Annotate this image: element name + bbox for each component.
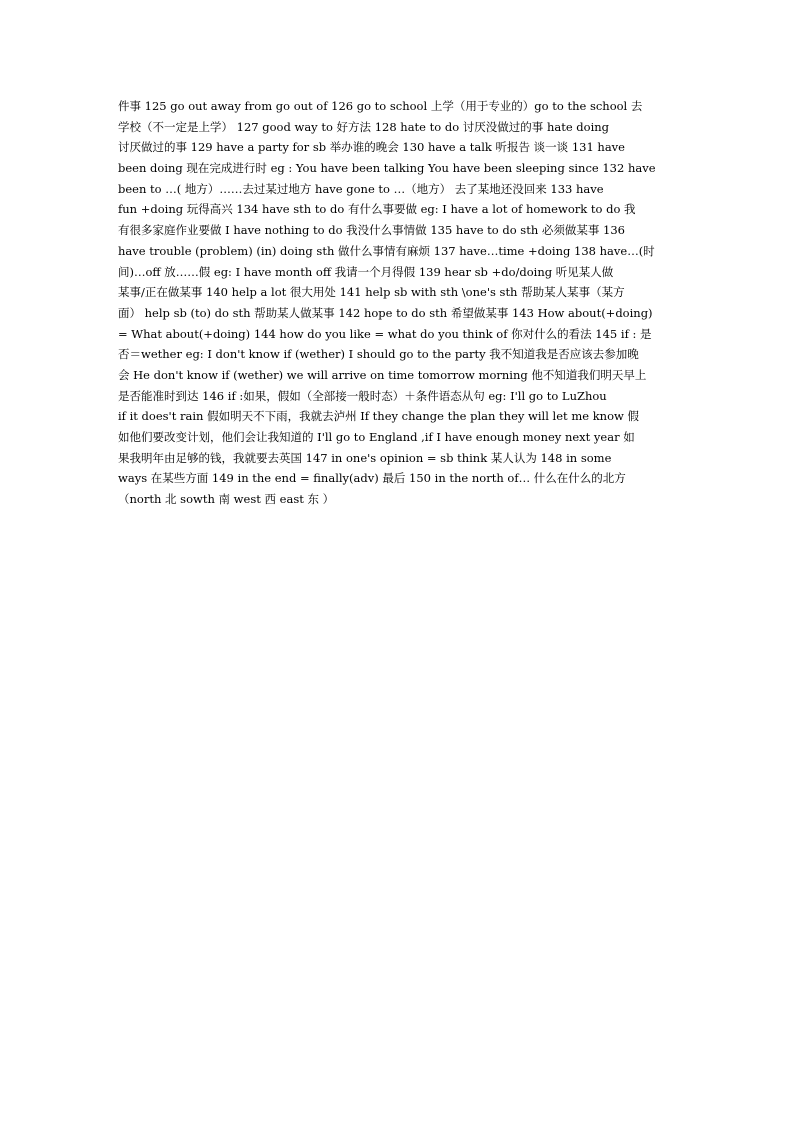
text-line-13: 否＝wether eg: I don't know if (wether) I should go to the party 我不知道我是否应该去参加晚 [118, 347, 639, 362]
text-line-8: have trouble (problem) (in) doing sth 做什么事情有麻烦 137 have…time +doing 138 have…(时 [118, 243, 655, 258]
text-line-17: 如他们要改变计划，他们会让我知道的 I'll go to England ,if I have enough money next year 如 [118, 430, 635, 444]
text-line-12: = What about(+doing) 144 how do you like = what do you think of 你对什么的看法 145 if : 是 [118, 326, 652, 341]
text-line-11: 面） help sb (to) do sth 帮助某人做某事 142 hope to do sth 希望做某事 143 How about(+doing) [118, 305, 653, 320]
text-line-4: been doing 现在完成进行时 eg : You have been talking You have been sleeping since 132 have [118, 161, 656, 176]
text-line-6: fun +doing 玩得高兴 134 have sth to do 有什么事要做 eg: I have a lot of homework to do 我 [118, 202, 636, 217]
text-line-20: （north 北 sowth 南 west 西 east 东 ） [118, 492, 335, 507]
text-line-19: ways 在某些方面 149 in the end = finally(adv) 最后 150 in the north of… 什么在什么的北方 [118, 471, 626, 486]
text-line-18: 果我明年由足够的钱，我就要去英国 147 in one's opinion = sb think 某人认为 148 in some [118, 450, 612, 465]
text-line-14: 会 He don't know if (wether) we will arrive on time tomorrow morning 他不知道我们明天早上 [118, 367, 647, 382]
text-line-16: if it does't rain 假如明天不下雨，我就去泸州 If they change the plan they will let me know 假 [118, 409, 639, 424]
text-line-7: 有很多家庭作业要做 I have nothing to do 我没什么事情做 135 have to do sth 必须做某事 136 [118, 223, 625, 238]
body-text [118, 96, 686, 510]
text-line-15: 是否能准时到达 146 if :如果，假如（全部接一般时态）＋条件语态从句 eg: I'll go to LuZhou [118, 388, 607, 403]
text-line-1: 件事 125 go out away from go out of 126 go to school 上学（用于专业的）go to the school 去 [118, 99, 643, 113]
text-line-3: 讨厌做过的事 129 have a party for sb 举办谁的晚会 130 have a talk 听报告 谈一谈 131 have [118, 140, 625, 155]
text-line-5: been to …( 地方）……去过某过地方 have gone to …（地方） 去了某地还没回来 133 have [118, 181, 604, 196]
text-line-10: 某事/正在做某事 140 help a lot 很大用处 141 help sb with sth \one's sth 帮助某人某事（某方 [118, 285, 625, 300]
text-line-2: 学校（不一定是上学） 127 good way to 好方法 128 hate to do 讨厌没做过的事 hate doing [118, 119, 610, 134]
text-line-9: 间)…off 放……假 eg: I have month off 我请一个月得假 139 hear sb +do/doing 听见某人做 [118, 264, 614, 279]
